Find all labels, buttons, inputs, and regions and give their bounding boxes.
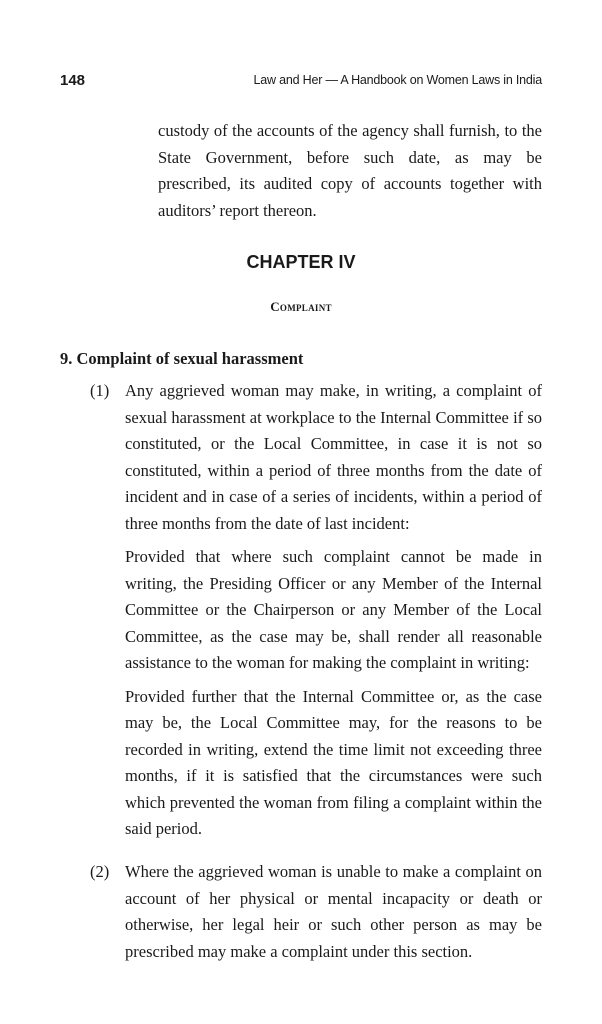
clause-body — [125, 859, 542, 972]
proviso-paragraph: Provided further that the Internal Committee or, as the case may be, the Local Committee may, for the reasons to be recorded in writing, extend the time limit not exceeding three months, if it is satisfied that the circumstances were such which prevented the woman from filing a complaint within the said period. — [125, 686, 542, 838]
clause-body — [125, 378, 542, 850]
clause-paragraph: Where the aggrieved woman is unable to make a complaint on account of her physical or mental incapacity or death or otherwise, her legal heir or such other person as may be prescribed may make a complaint under this section. — [125, 862, 542, 961]
chapter-title: CHAPTER IV — [246, 252, 356, 272]
continuation-paragraph: custody of the accounts of the agency shall furnish, to the State Government, before such date, as may be prescribed, its audited copy of accounts together with auditors’ report thereon. — [158, 121, 542, 220]
section-heading: 9. Complaint of sexual harassment — [60, 349, 304, 368]
clause-paragraph: Any aggrieved woman may make, in writing, a complaint of sexual harassment at workplace to the Internal Committee if so constituted, or the Local Committee, in case it is not so constituted, within a period of three months from the date of incident and in case of a series of incidents, within a period of three months from the date of last incident: — [125, 381, 542, 533]
page-header — [60, 72, 542, 94]
clause-number: (1) — [90, 381, 110, 400]
clause-number: (2) — [90, 862, 110, 881]
chapter-subtitle: Complaint — [270, 299, 332, 314]
proviso-paragraph: Provided that where such complaint cannot be made in writing, the Presiding Officer or any Member of the Internal Committee or the Chairperson or any Member of the Local Committee, as the case may be, shall render all reasonable assistance to the woman for making the complaint in writing: — [125, 547, 542, 672]
page-number: 148 — [60, 72, 86, 89]
running-head: Law and Her — A Handbook on Women Laws in India — [253, 73, 542, 87]
